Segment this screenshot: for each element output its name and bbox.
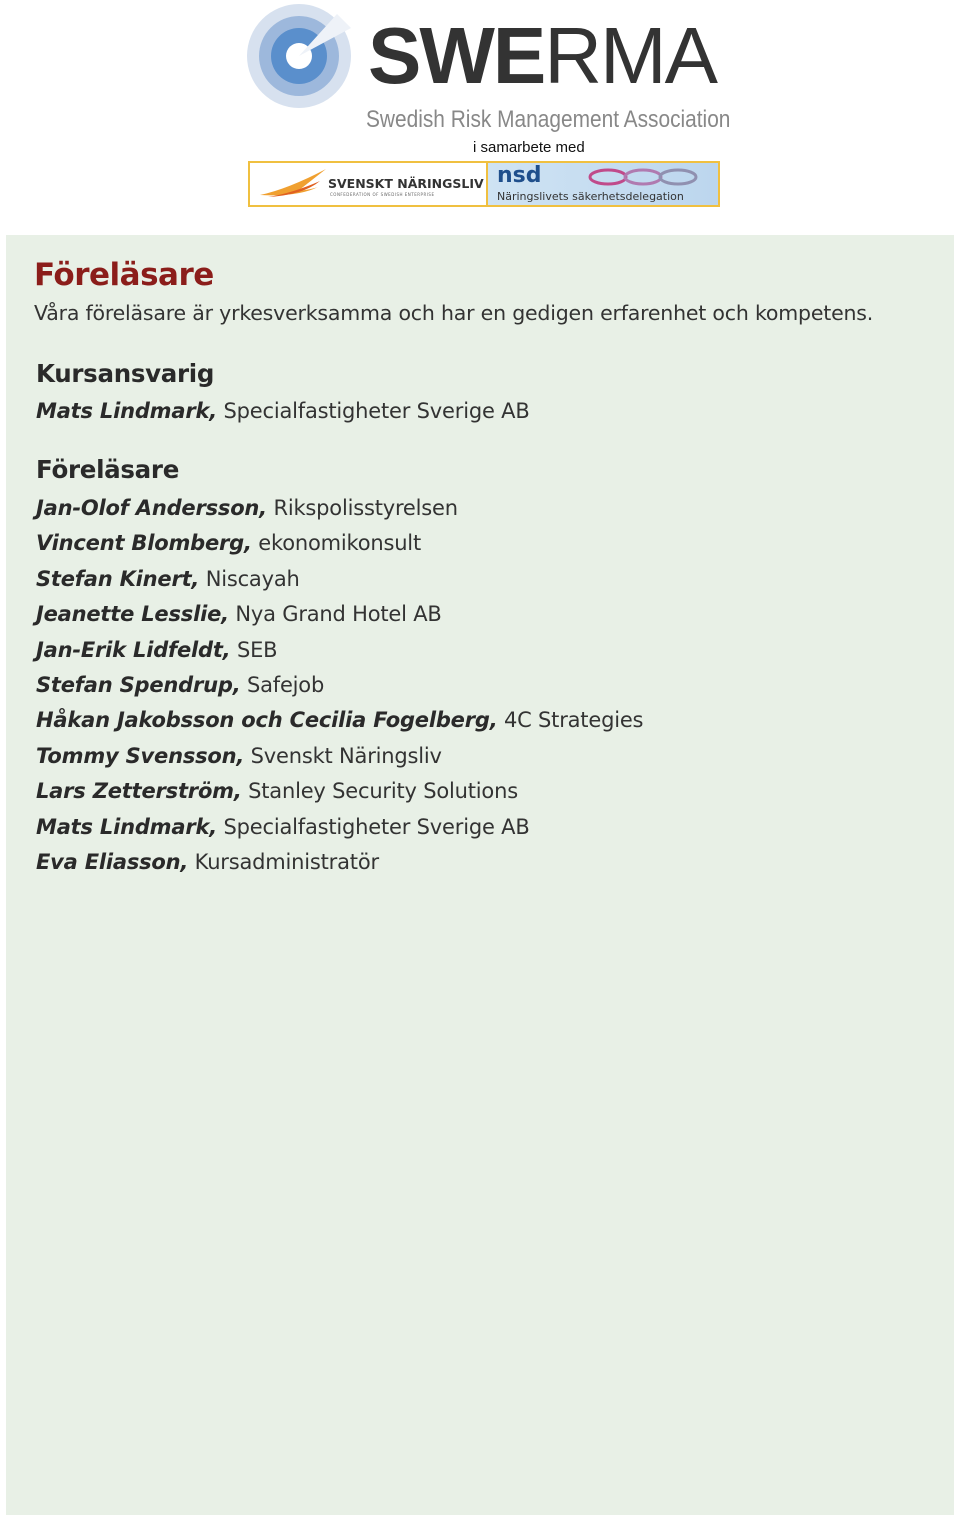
intro-text: Våra föreläsare är yrkesverksamma och har en gedigen erfarenhet och kompetens. — [34, 301, 874, 325]
lecturer-entry: Eva Eliasson, Kursadministratör — [36, 850, 379, 874]
lecturer-entry: Jeanette Lesslie, Nya Grand Hotel AB — [36, 602, 442, 627]
partner-banner — [248, 161, 720, 207]
lecturer-entry: Mats Lindmark, Specialfastigheter Sverige AB — [36, 814, 530, 839]
chain-icon — [568, 165, 708, 189]
svenskt-naringsliv-logo: SVENSKT NÄRINGSLIV CONFEDERATION OF SWEDISH ENTERPRISE — [250, 163, 488, 205]
lecturer-entry: Vincent Blomberg, ekonomikonsult — [36, 531, 421, 556]
lecturer-entry: Stefan Spendrup, Safejob — [36, 673, 325, 697]
page-title: Föreläsare — [34, 257, 214, 293]
responsible-entry: Mats Lindmark, Specialfastigheter Sverige AB — [36, 399, 530, 423]
swerma-logo-icon — [247, 4, 351, 108]
responsible-heading: Kursansvarig — [36, 359, 215, 388]
lecturers-panel — [6, 235, 954, 1515]
lecturer-entry: Jan-Erik Lidfeldt, SEB — [36, 637, 278, 662]
lecturer-entry: Stefan Kinert, Niscayah — [36, 566, 300, 591]
nsd-logo: nsd Näringslivets säkerhetsdelegation — [488, 163, 718, 205]
bird-icon — [258, 167, 328, 201]
lecturers-heading: Föreläsare — [36, 455, 180, 484]
header — [0, 0, 960, 230]
lecturer-entry: Lars Zetterström, Stanley Security Solutions — [36, 779, 518, 804]
lecturer-entry: Jan-Olof Andersson, Rikspolisstyrelsen — [36, 496, 458, 520]
swerma-logo-text: SWERMA — [368, 11, 717, 100]
collaboration-label: i samarbete med — [473, 139, 585, 156]
logo-subtitle: Swedish Risk Management Association — [366, 106, 731, 133]
lecturer-entry: Håkan Jakobsson och Cecilia Fogelberg, 4C Strategies — [36, 708, 644, 733]
lecturer-entry: Tommy Svensson, Svenskt Näringsliv — [36, 743, 442, 768]
